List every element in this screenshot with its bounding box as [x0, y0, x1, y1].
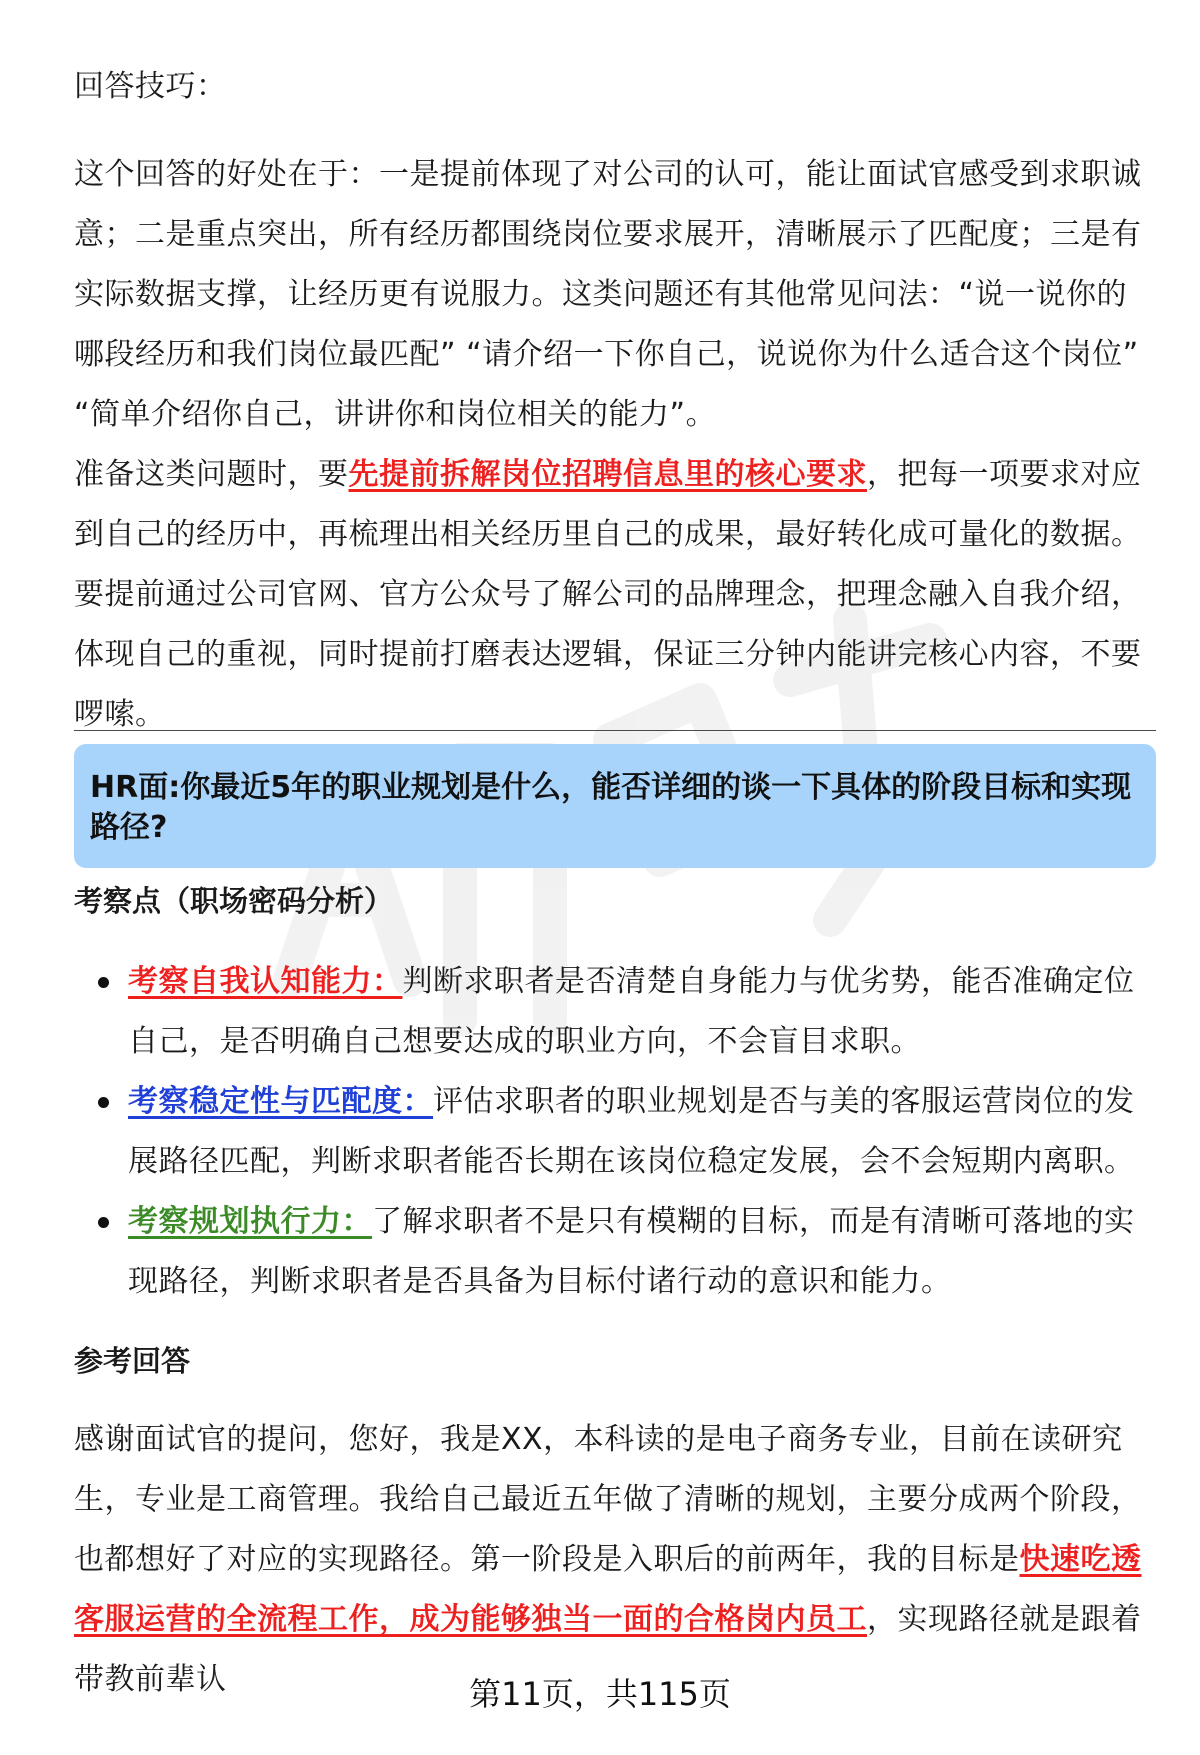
question-box: HR面:你最近5年的职业规划是什么，能否详细的谈一下具体的阶段目标和实现路径? — [74, 744, 1156, 868]
exam-point-label: 考察自我认知能力： — [128, 964, 403, 999]
preparation-text-after: ，把每一项要求对应到自己的经历中，再梳理出相关经历里自己的成果，最好转化成可量化的数据。要提前通过公司官网、官方公众号了解公司的品牌理念，把理念融入自我介绍，体现自己的重视，同时提前打磨表达逻辑，保证三分钟内能讲完核心内容，不要啰嗦。 — [74, 457, 1142, 732]
answer-tip-paragraph: 这个回答的好处在于：一是提前体现了对公司的认可，能让面试官感受到求职诚意；二是重点突出，所有经历都围绕岗位要求展开，清晰展示了匹配度；三是有实际数据支撑，让经历更有说服力。这类问题还有其他常见问法：“说一说你的哪段经历和我们岗位最匹配” “请介绍一下你自己，说说你为什么适合这个岗位” “简单介绍你自己，讲讲你和岗位相关的能力”。 — [74, 157, 1142, 432]
exam-point-text: 判断求职者是否清楚自身能力与优劣势，能否准确定位自己，是否明确自己想要达成的职业方向，不会盲目求职。 — [128, 964, 1135, 1059]
section-divider — [74, 730, 1156, 731]
reference-text-after: ，实现路径就是跟着带教前辈认 — [74, 1602, 1142, 1697]
exam-point-item — [74, 1072, 1154, 1192]
bullet-dot-icon — [98, 1097, 109, 1108]
exam-point-text: 了解求职者不是只有模糊的目标，而是有清晰可落地的实现路径，判断求职者是否具备为目标付诸行动的意识和能力。 — [128, 1204, 1135, 1299]
reference-answer-paragraph — [74, 1410, 1154, 1710]
exam-point-item — [74, 1192, 1154, 1312]
page-number-footer: 第11页，共115页 — [469, 1675, 731, 1713]
preparation-highlight: 先提前拆解岗位招聘信息里的核心要求 — [348, 457, 867, 492]
reference-text-before: 感谢面试官的提问，您好，我是XX，本科读的是电子商务专业，目前在读研究生，专业是工商管理。我给自己最近五年做了清晰的规划，主要分成两个阶段，也都想好了对应的实现路径。第一阶段是入职后的前两年，我的目标是 — [74, 1422, 1142, 1577]
reference-answer-heading: 参考回答 — [74, 1344, 191, 1378]
preparation-text-before: 准备这类问题时，要 — [74, 457, 349, 492]
exam-point-label: 考察规划执行力： — [128, 1204, 372, 1239]
bullet-dot-icon — [98, 1217, 109, 1228]
reference-highlight: 快速吃透客服运营的全流程工作，成为能够独当一面的合格岗内员工 — [74, 1542, 1142, 1637]
bullet-dot-icon — [98, 977, 109, 988]
exam-points-heading: 考察点（职场密码分析） — [74, 884, 394, 918]
exam-point-item — [74, 952, 1154, 1072]
exam-points-list — [74, 952, 1154, 1312]
exam-point-label: 考察稳定性与匹配度： — [128, 1084, 433, 1119]
answer-tip-label: 回答技巧： — [74, 69, 227, 104]
exam-point-text: 评估求职者的职业规划是否与美的客服运营岗位的发展路径匹配，判断求职者能否长期在该岗位稳定发展，会不会短期内离职。 — [128, 1084, 1135, 1179]
preparation-paragraph — [74, 445, 1154, 745]
